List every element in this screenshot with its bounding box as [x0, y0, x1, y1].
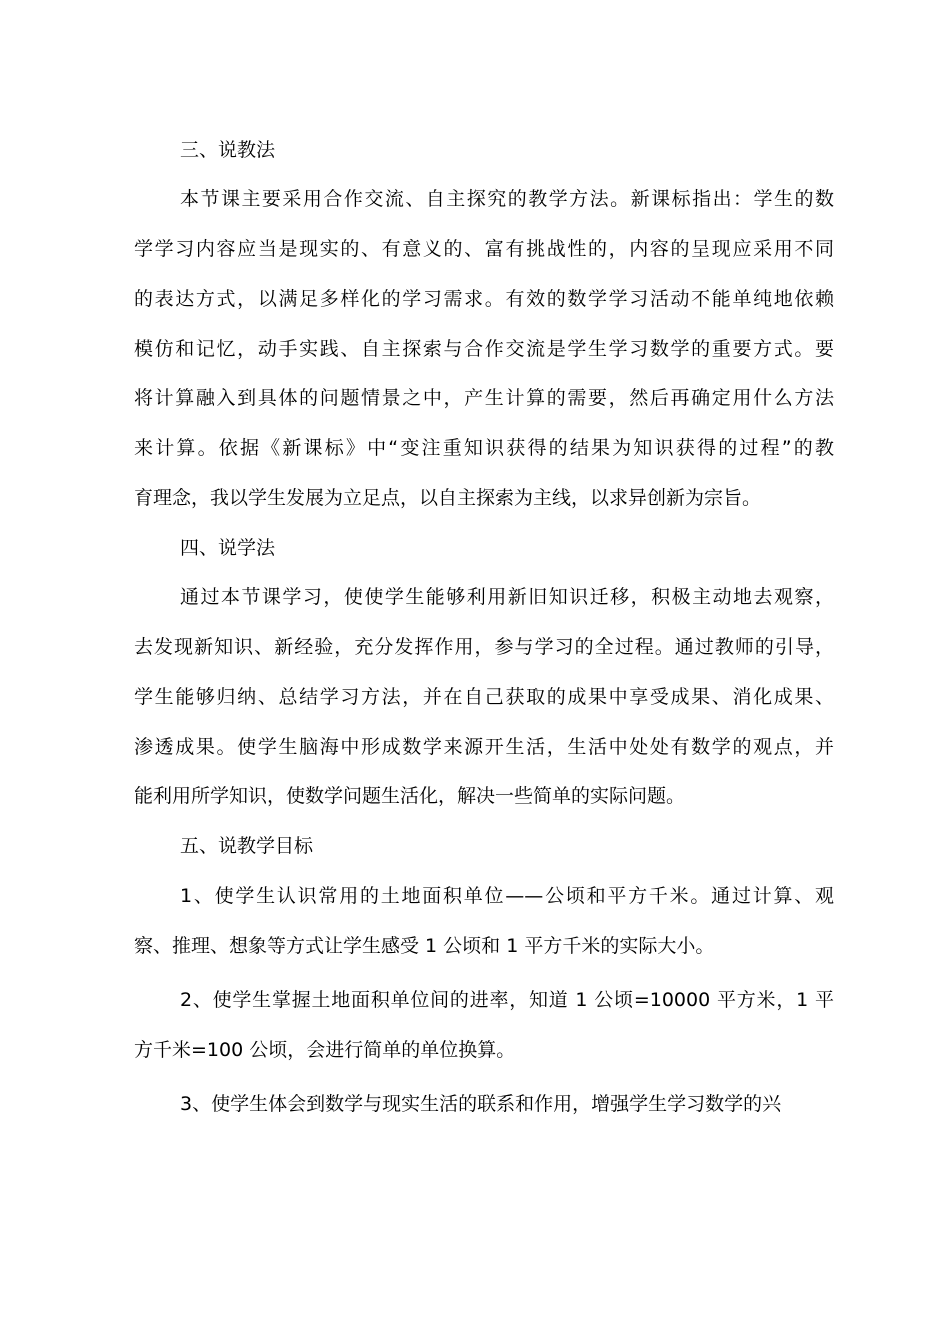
paragraph-line: 将计算融入到具体的问题情景之中，产生计算的需要，然后再确定用什么方法: [134, 387, 834, 409]
paragraph-line: 通过本节课学习，使使学生能够利用新旧知识迁移，积极主动地去观察，: [180, 586, 834, 608]
paragraph-line: 来计算。依据《新课标》中“变注重知识获得的结果为知识获得的过程”的教: [134, 437, 834, 459]
section-heading-teaching-goals: 五、说教学目标: [180, 835, 314, 857]
paragraph-line: 3、使学生体会到数学与现实生活的联系和作用，增强学生学习数学的兴: [180, 1093, 782, 1115]
paragraph-line: 育理念，我以学生发展为立足点，以自主探索为主线，以求异创新为宗旨。: [134, 487, 762, 509]
paragraph-line: 的表达方式，以满足多样化的学习需求。有效的数学学习活动不能单纯地依赖: [134, 288, 834, 310]
paragraph-line: 去发现新知识、新经验，充分发挥作用，参与学习的全过程。通过教师的引导，: [134, 636, 834, 658]
paragraph-line: 模仿和记忆，动手实践、自主探索与合作交流是学生学习数学的重要方式。要: [134, 338, 834, 360]
paragraph-line: 察、推理、想象等方式让学生感受 1 公顷和 1 平方千米的实际大小。: [134, 935, 715, 957]
paragraph-line: 1、使学生认识常用的土地面积单位——公顷和平方千米。通过计算、观: [180, 885, 834, 907]
paragraph-line: 本节课主要采用合作交流、自主探究的教学方法。新课标指出：学生的数: [180, 188, 834, 210]
paragraph-line: 方千米=100 公顷，会进行简单的单位换算。: [134, 1039, 516, 1061]
paragraph-line: 学生能够归纳、总结学习方法，并在自己获取的成果中享受成果、消化成果、: [134, 686, 834, 708]
paragraph-line: 渗透成果。使学生脑海中形成数学来源开生活，生活中处处有数学的观点，并: [134, 736, 834, 758]
paragraph-line: 能利用所学知识，使数学问题生活化，解决一些简单的实际问题。: [134, 785, 686, 807]
section-heading-learning-method: 四、说学法: [180, 537, 276, 559]
paragraph-line: 学学习内容应当是现实的、有意义的、富有挑战性的，内容的呈现应采用不同: [134, 238, 834, 260]
section-heading-teaching-method: 三、说教法: [180, 139, 276, 161]
paragraph-line: 2、使学生掌握土地面积单位间的进率，知道 1 公顷=10000 平方米，1 平: [180, 989, 834, 1011]
